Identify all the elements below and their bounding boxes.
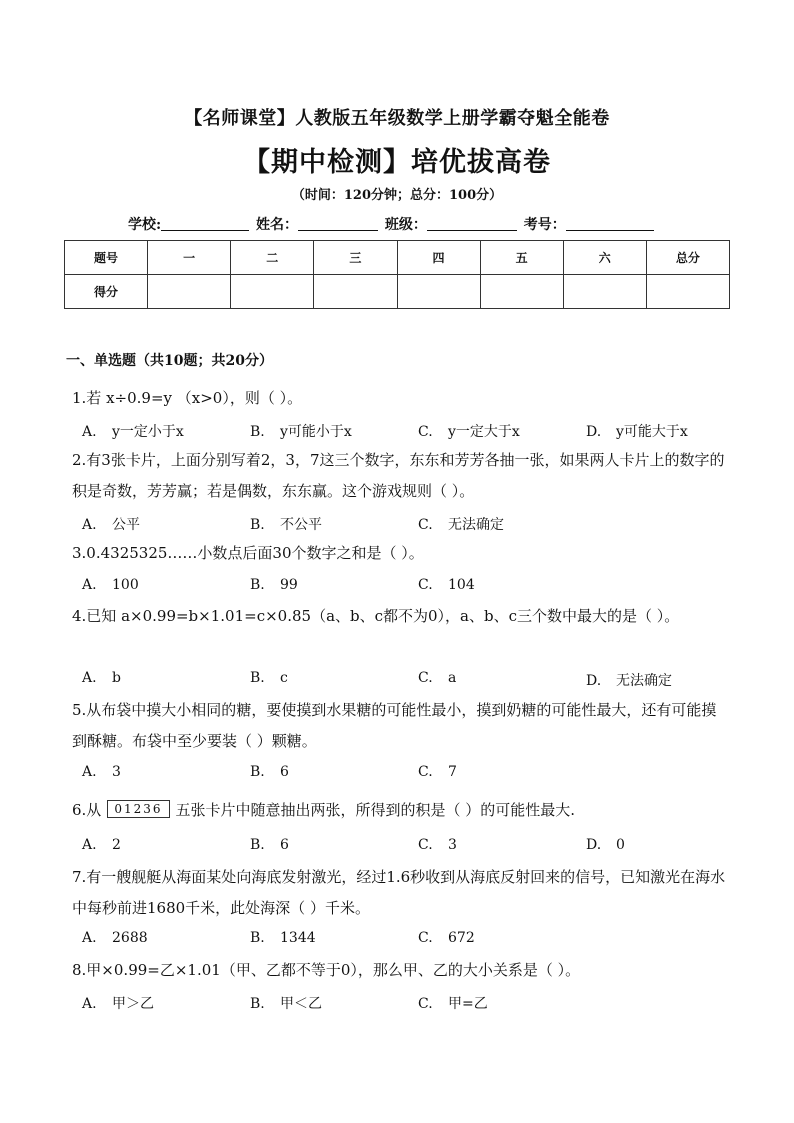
- score-cell[interactable]: [563, 275, 646, 309]
- option-letter: B.: [250, 670, 265, 686]
- option[interactable]: [418, 837, 457, 853]
- question-5: 5.从布袋中摸大小相同的糖，要使摸到水果糖的可能性最小，摸到奶糖的可能性最大，还有可能摸到酥糖。布袋中至少要装（ ）颗糖。: [72, 701, 717, 750]
- question-3: 3.0.4325325……小数点后面30个数字之和是（ ）。: [72, 544, 424, 562]
- option-text: 7: [448, 764, 457, 780]
- exam-no-blank[interactable]: [566, 216, 654, 231]
- option-text: 3: [112, 764, 121, 780]
- option-letter: A.: [82, 577, 97, 593]
- question-8: 8.甲×0.99=乙×1.01（甲、乙都不等于0），那么甲、乙的大小关系是（ ）。: [72, 961, 581, 979]
- score-header-cell: 题号: [65, 241, 148, 275]
- score-cell[interactable]: [148, 275, 231, 309]
- option-text: 甲＜乙: [280, 996, 322, 1012]
- option[interactable]: [418, 993, 488, 1013]
- score-cell[interactable]: [480, 275, 563, 309]
- option-text: c: [280, 670, 288, 686]
- option-text: 672: [448, 930, 475, 946]
- score-header-cell: 五: [480, 241, 563, 275]
- option[interactable]: [82, 837, 121, 853]
- question-4-options: [82, 670, 722, 694]
- option-letter: C.: [418, 517, 433, 533]
- option-letter: C.: [418, 930, 433, 946]
- number-cards: 01236: [107, 800, 169, 818]
- option-letter: C.: [418, 837, 433, 853]
- option-text: y可能大于x: [616, 424, 688, 440]
- student-info-line: [128, 214, 688, 234]
- school-label: 学校:: [128, 217, 162, 233]
- option-text: b: [112, 670, 121, 686]
- option[interactable]: [418, 670, 456, 686]
- option-letter: A.: [82, 837, 97, 853]
- option[interactable]: [250, 670, 288, 686]
- option[interactable]: [418, 930, 475, 946]
- score-row-label: 得分: [65, 275, 148, 309]
- exam-subtitle: 【名师课堂】人教版五年级数学上册学霸夺魁全能卷: [184, 108, 610, 129]
- exam-no-label: 考号：: [523, 217, 566, 233]
- option-letter: C.: [418, 996, 433, 1012]
- option-text: 甲＞乙: [112, 996, 154, 1012]
- option-text: 甲=乙: [448, 996, 488, 1012]
- option-letter: A.: [82, 424, 97, 440]
- option-text: 99: [280, 577, 298, 593]
- option[interactable]: [250, 993, 322, 1013]
- time-info: （时间：120分钟；总分：100分）: [291, 188, 503, 203]
- option[interactable]: [418, 421, 520, 441]
- question-2: 2.有3张卡片，上面分别写着2，3，7这三个数字，东东和芳芳各抽一张，如果两人卡片上的数字的积是奇数，芳芳赢；若是偶数，东东赢。这个游戏规则（ ）。: [72, 451, 725, 500]
- option-letter: C.: [418, 577, 433, 593]
- score-cell[interactable]: [397, 275, 480, 309]
- option-text: 1344: [280, 930, 316, 946]
- option[interactable]: [418, 577, 475, 593]
- score-header-cell: 一: [148, 241, 231, 275]
- option[interactable]: [82, 577, 139, 593]
- score-header-cell: 六: [563, 241, 646, 275]
- score-header-cell: 总分: [646, 241, 729, 275]
- option-letter: A.: [82, 670, 97, 686]
- option-letter: B.: [250, 517, 265, 533]
- score-header-cell: 二: [231, 241, 314, 275]
- question-6-suffix: 五张卡片中随意抽出两张，所得到的积是（ ）的可能性最大.: [175, 801, 576, 819]
- score-header-cell: 四: [397, 241, 480, 275]
- option-letter: C.: [418, 424, 433, 440]
- option[interactable]: [586, 421, 688, 441]
- option[interactable]: [418, 764, 457, 780]
- option-letter: A.: [82, 996, 97, 1012]
- question-7: 7.有一艘舰艇从海面某处向海底发射激光，经过1.6秒收到从海底反射回来的信号，已知激光在海水中每秒前进1680千米，此处海深（ ）千米。: [72, 868, 726, 917]
- option-letter: B.: [250, 764, 265, 780]
- option-text: y可能小于x: [280, 424, 352, 440]
- option[interactable]: [586, 670, 672, 690]
- option[interactable]: [82, 421, 184, 441]
- option-letter: B.: [250, 996, 265, 1012]
- option-letter: B.: [250, 424, 265, 440]
- question-1: 1.若 x÷0.9=y （x>0），则（ ）。: [72, 389, 303, 407]
- option[interactable]: [250, 421, 352, 441]
- score-table-header-row: [65, 241, 730, 275]
- option[interactable]: [82, 764, 121, 780]
- name-label: 姓名：: [256, 217, 299, 233]
- question-7-options: [82, 930, 722, 954]
- option-letter: C.: [418, 764, 433, 780]
- score-cell[interactable]: [314, 275, 397, 309]
- option-text: a: [448, 670, 457, 686]
- score-header-cell: 三: [314, 241, 397, 275]
- option-text: y一定大于x: [448, 424, 520, 440]
- option[interactable]: [82, 670, 121, 686]
- option-text: 6: [280, 764, 289, 780]
- option-text: 2688: [112, 930, 148, 946]
- question-8-options: [82, 993, 722, 1017]
- exam-title: 【期中检测】培优拔高卷: [243, 147, 551, 178]
- class-blank[interactable]: [427, 216, 517, 231]
- question-5-options: [82, 764, 722, 788]
- option[interactable]: [82, 930, 148, 946]
- option[interactable]: [250, 837, 289, 853]
- option[interactable]: [82, 993, 154, 1013]
- option[interactable]: [250, 514, 322, 534]
- option-text: 不公平: [280, 517, 322, 533]
- option[interactable]: [250, 930, 316, 946]
- option-letter: B.: [250, 837, 265, 853]
- option-text: 100: [112, 577, 139, 593]
- question-2-options: [82, 514, 722, 538]
- option[interactable]: [586, 837, 625, 853]
- option-letter: C.: [418, 670, 433, 686]
- score-cell[interactable]: [231, 275, 314, 309]
- section-title: 一、单选题（共10题；共20分）: [66, 353, 273, 369]
- option-letter: B.: [250, 577, 265, 593]
- class-label: 班级：: [384, 217, 427, 233]
- option-letter: D.: [586, 424, 602, 440]
- option-text: 公平: [112, 517, 140, 533]
- score-table-row: [65, 275, 730, 309]
- question-3-options: [82, 577, 722, 601]
- option-letter: A.: [82, 764, 97, 780]
- name-blank[interactable]: [298, 216, 378, 231]
- option-letter: B.: [250, 930, 265, 946]
- question-6-options: [82, 837, 722, 861]
- option-letter: D.: [586, 673, 602, 689]
- option-text: 2: [112, 837, 121, 853]
- question-1-options: [82, 421, 722, 445]
- option-letter: D.: [586, 837, 602, 853]
- option[interactable]: [250, 764, 289, 780]
- option-text: y一定小于x: [112, 424, 184, 440]
- question-6-prefix: 6.从: [72, 801, 102, 819]
- option[interactable]: [82, 514, 140, 534]
- option-letter: A.: [82, 930, 97, 946]
- school-blank[interactable]: [161, 216, 249, 231]
- option-text: 6: [280, 837, 289, 853]
- option-text: 104: [448, 577, 475, 593]
- score-cell[interactable]: [646, 275, 729, 309]
- question-6: [72, 795, 727, 826]
- question-4: 4.已知 a×0.99=b×1.01=c×0.85（a、b、c都不为0），a、b、c三个数中最大的是（ ）。: [72, 607, 680, 625]
- option-text: 无法确定: [448, 517, 504, 533]
- option-letter: A.: [82, 517, 97, 533]
- option-text: 3: [448, 837, 457, 853]
- option-text: 无法确定: [616, 673, 672, 689]
- option-text: 0: [616, 837, 625, 853]
- score-table: [64, 240, 730, 309]
- option[interactable]: [250, 577, 298, 593]
- option[interactable]: [418, 514, 504, 534]
